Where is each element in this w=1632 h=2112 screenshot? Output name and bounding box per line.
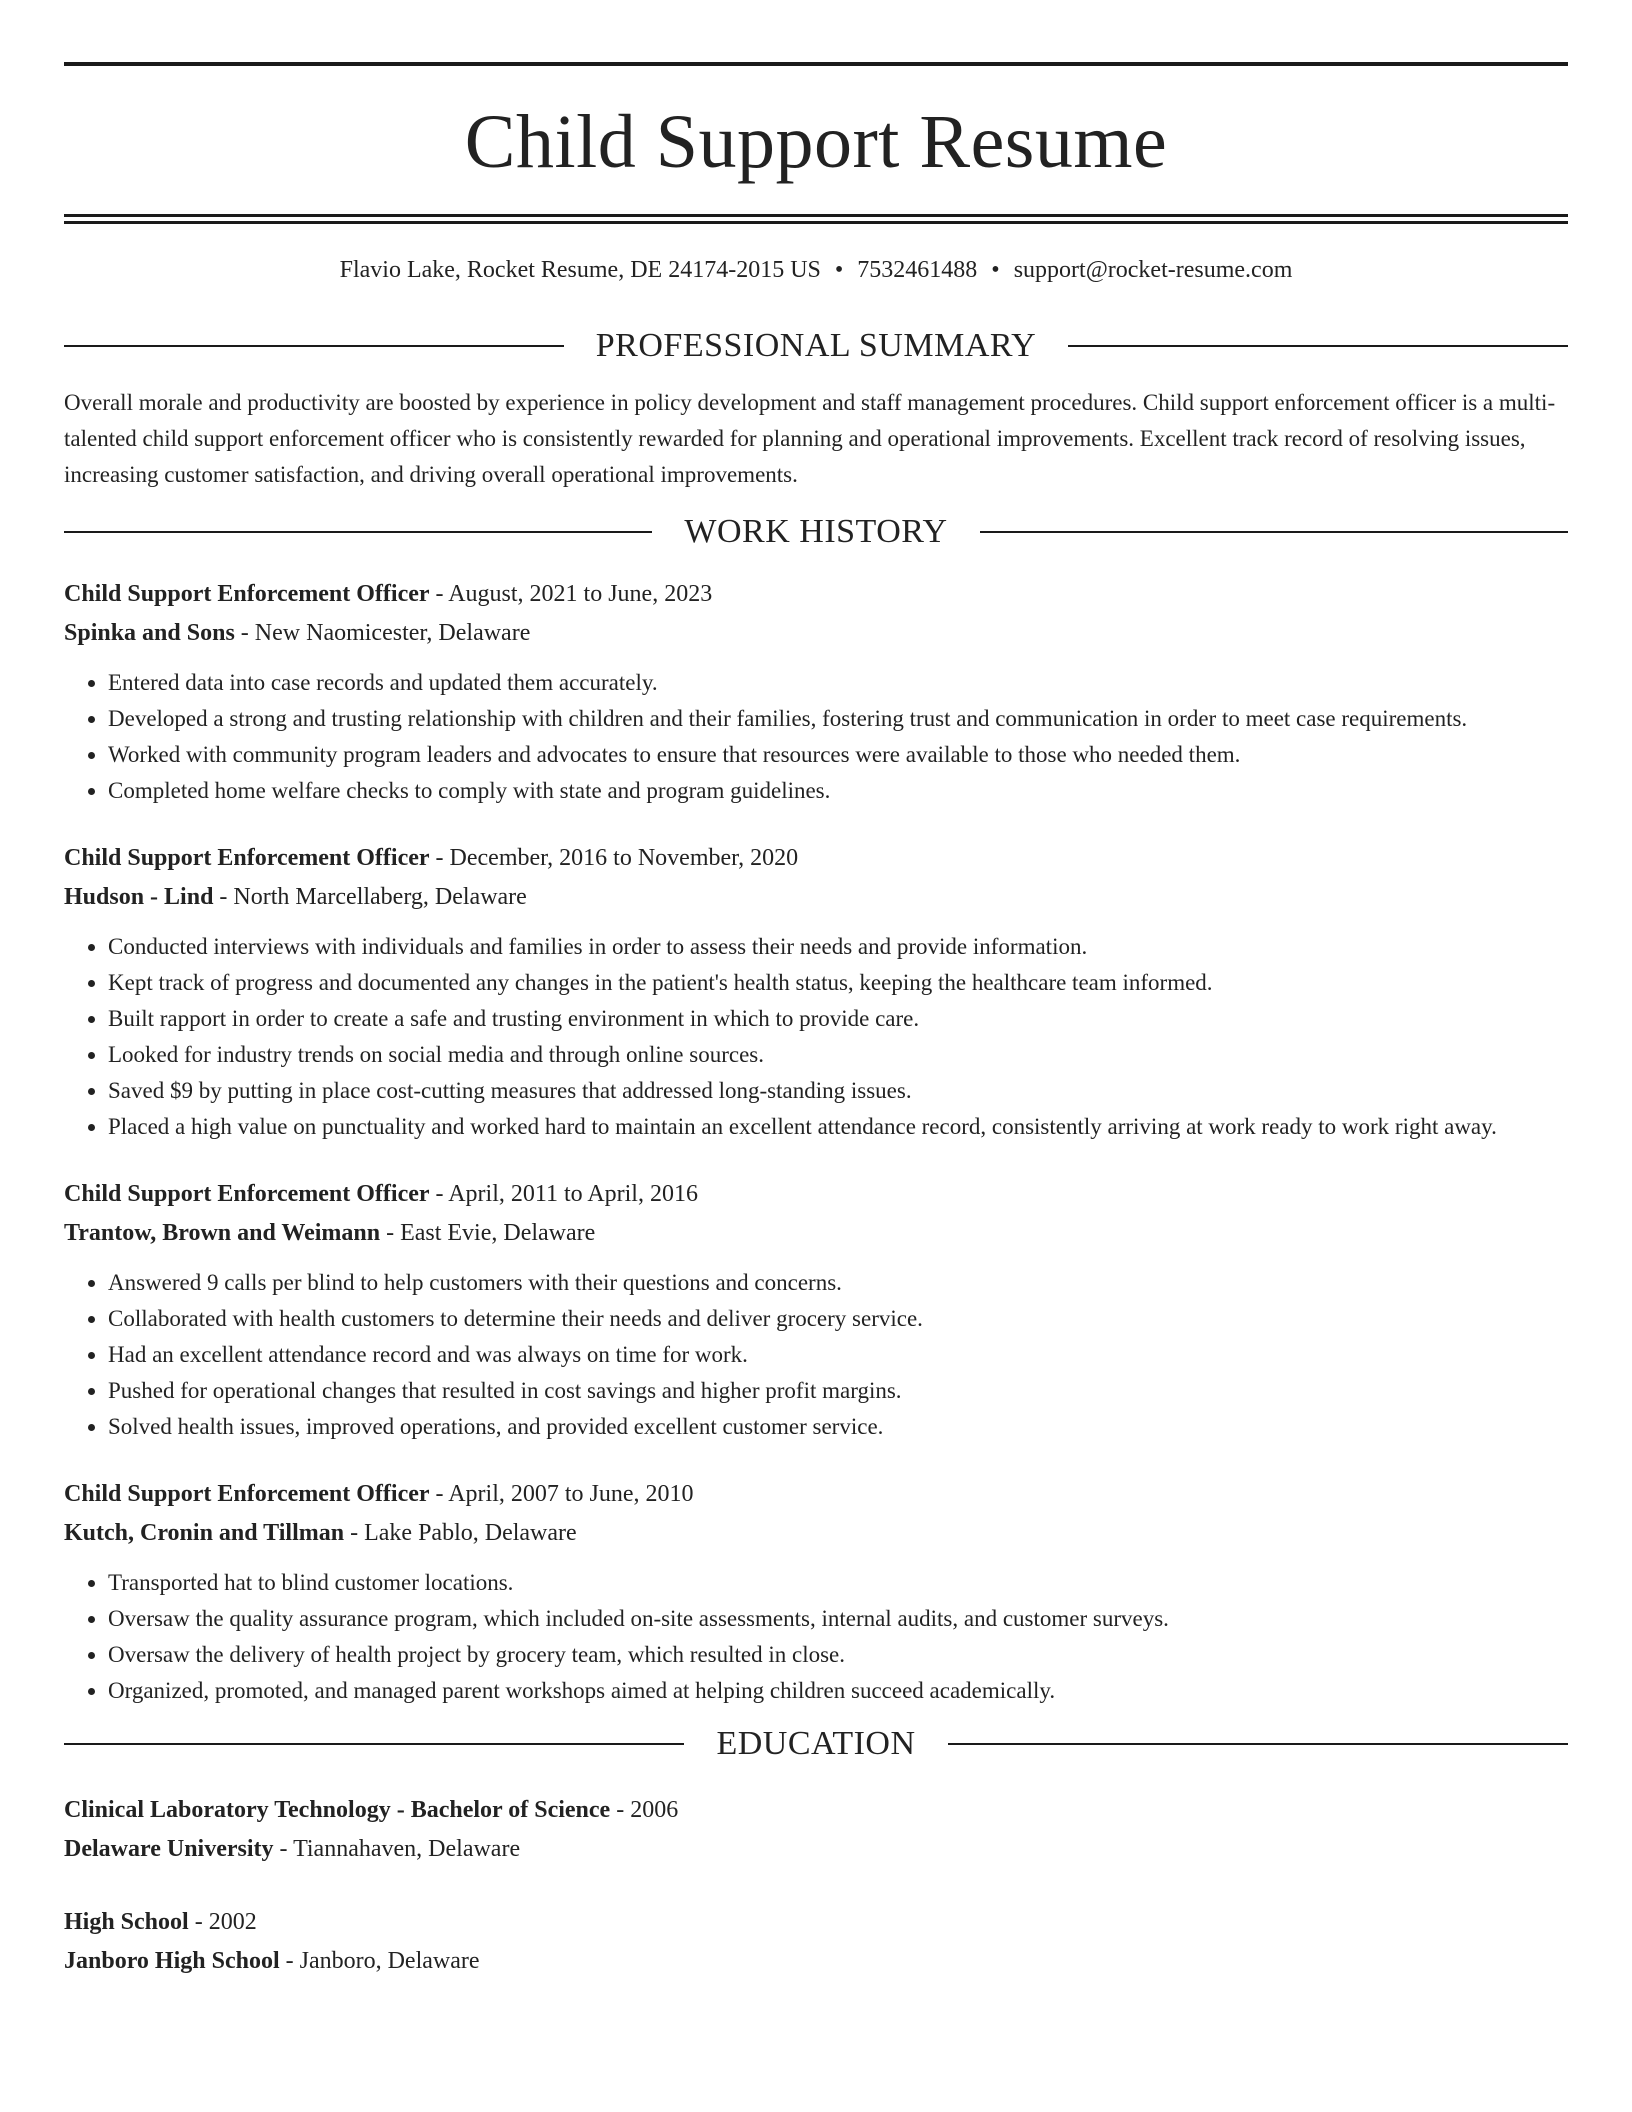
section-title: WORK HISTORY	[684, 512, 948, 550]
job-bullets	[64, 929, 1568, 1145]
resume-title: Child Support Resume	[464, 100, 1168, 184]
job-company: Kutch, Cronin and Tillman	[64, 1519, 345, 1546]
contact-address: Flavio Lake, Rocket Resume, DE 24174-2015 US	[339, 257, 821, 283]
job-title: Child Support Enforcement Officer	[64, 1480, 430, 1507]
education-year: - 2002	[188, 1908, 257, 1935]
contact-separator: •	[834, 257, 844, 283]
section-heading-work-history	[64, 512, 1568, 550]
job-bullet: • Looked for industry trends on social media and through online sources.	[108, 1037, 1568, 1073]
education-school: Janboro High School	[64, 1947, 280, 1974]
job-entry	[64, 839, 1568, 1145]
job-bullet: • Built rapport in order to create a safe and trusting environment in which to provide care.	[108, 1001, 1568, 1037]
contact-phone: 7532461488	[857, 257, 978, 283]
job-title: Child Support Enforcement Officer	[64, 1180, 430, 1207]
job-bullet: • Placed a high value on punctuality and worked hard to maintain an excellent attendance record, consistently arriving at work ready to work right away.	[108, 1109, 1568, 1145]
job-bullets	[64, 1265, 1568, 1445]
education-entry	[64, 1903, 1568, 1981]
job-entry	[64, 575, 1568, 809]
job-title-line	[64, 1175, 1568, 1214]
job-entry	[64, 1175, 1568, 1445]
education-degree: Clinical Laboratory Technology - Bachelor of Science	[64, 1796, 611, 1823]
job-title-line	[64, 1475, 1568, 1514]
job-title: Child Support Enforcement Officer	[64, 580, 430, 607]
section-rule	[64, 1743, 684, 1745]
section-rule	[64, 531, 652, 533]
job-bullet: • Answered 9 calls per blind to help customers with their questions and concerns.	[108, 1265, 1568, 1301]
education-degree: High School	[64, 1908, 189, 1935]
job-dates: - December, 2016 to November, 2020	[429, 844, 799, 871]
job-bullets	[64, 1565, 1568, 1709]
education-list	[64, 1791, 1568, 1981]
section-rule	[1068, 345, 1568, 347]
section-title: EDUCATION	[716, 1724, 916, 1762]
job-company-line	[64, 1514, 1568, 1553]
job-entry	[64, 1475, 1568, 1709]
job-bullet: • Oversaw the delivery of health project by grocery team, which resulted in close.	[108, 1637, 1568, 1673]
education-entry	[64, 1791, 1568, 1869]
job-bullet: • Transported hat to blind customer locations.	[108, 1565, 1568, 1601]
job-location: - North Marcellaberg, Delaware	[213, 883, 527, 910]
section-rule	[948, 1743, 1568, 1745]
section-heading-summary	[64, 326, 1568, 364]
job-company: Hudson - Lind	[64, 883, 214, 910]
education-year: - 2006	[610, 1796, 679, 1823]
job-bullet: • Saved $9 by putting in place cost-cutting measures that addressed long-standing issues.	[108, 1073, 1568, 1109]
job-bullet: • Completed home welfare checks to comply with state and program guidelines.	[108, 773, 1568, 809]
job-dates: - April, 2011 to April, 2016	[429, 1180, 698, 1207]
job-title: Child Support Enforcement Officer	[64, 844, 430, 871]
education-degree-line	[64, 1903, 1568, 1942]
job-company: Trantow, Brown and Weimann	[64, 1219, 381, 1246]
education-school-line	[64, 1942, 1568, 1981]
work-history-list	[64, 575, 1568, 1709]
job-bullet: • Kept track of progress and documented any changes in the patient's health status, keeping the healthcare team informed.	[108, 965, 1568, 1001]
job-bullet: • Had an excellent attendance record and was always on time for work.	[108, 1337, 1568, 1373]
job-dates: - April, 2007 to June, 2010	[429, 1480, 694, 1507]
job-bullet: • Developed a strong and trusting relationship with children and their families, fostering trust and communication in order to meet case requirements.	[108, 701, 1568, 737]
education-degree-line	[64, 1791, 1568, 1830]
contact-separator: •	[991, 257, 1000, 283]
job-bullet: • Conducted interviews with individuals and families in order to assess their needs and provide information.	[108, 929, 1568, 965]
job-bullet: • Worked with community program leaders and advocates to ensure that resources were available to those who needed them.	[108, 737, 1568, 773]
contact-line	[64, 256, 1568, 285]
summary-paragraph: Overall morale and productivity are boosted by experience in policy development and staff management procedures. Child support enforcement officer is a multi-talented child support enforcement officer who is consistently rewarded for planning and operational improvements. Excellent track record of resolving issues, increasing customer satisfaction, and driving overall operational improvements.	[64, 389, 1556, 487]
section-title: PROFESSIONAL SUMMARY	[595, 326, 1037, 364]
job-bullet: • Organized, promoted, and managed parent workshops aimed at helping children succeed academically.	[108, 1673, 1568, 1709]
section-heading-education	[64, 1724, 1568, 1762]
job-title-line	[64, 575, 1568, 614]
title-double-rule	[64, 214, 1568, 224]
job-bullet: • Pushed for operational changes that resulted in cost savings and higher profit margins.	[108, 1373, 1568, 1409]
job-company: Spinka and Sons	[64, 619, 235, 646]
job-bullet: • Oversaw the quality assurance program, which included on-site assessments, internal audits, and customer surveys.	[108, 1601, 1568, 1637]
job-location: - Lake Pablo, Delaware	[344, 1519, 577, 1546]
top-rule	[64, 62, 1568, 66]
education-school: Delaware University	[64, 1835, 274, 1862]
job-bullet: • Solved health issues, improved operations, and provided excellent customer service.	[108, 1409, 1568, 1445]
contact-email: support@rocket-resume.com	[1013, 257, 1293, 283]
job-title-line	[64, 839, 1568, 878]
section-rule	[980, 531, 1568, 533]
job-company-line	[64, 614, 1568, 653]
education-school-line	[64, 1830, 1568, 1869]
job-dates: - August, 2021 to June, 2023	[429, 580, 713, 607]
job-company-line	[64, 878, 1568, 917]
job-bullet: • Collaborated with health customers to determine their needs and deliver grocery service.	[108, 1301, 1568, 1337]
job-location: - New Naomicester, Delaware	[234, 619, 531, 646]
job-location: - East Evie, Delaware	[380, 1219, 596, 1246]
education-location: - Tiannahaven, Delaware	[273, 1835, 521, 1862]
job-bullet: • Entered data into case records and updated them accurately.	[108, 665, 1568, 701]
job-bullets	[64, 665, 1568, 809]
section-rule	[64, 345, 564, 347]
job-company-line	[64, 1214, 1568, 1253]
education-location: - Janboro, Delaware	[279, 1947, 480, 1974]
